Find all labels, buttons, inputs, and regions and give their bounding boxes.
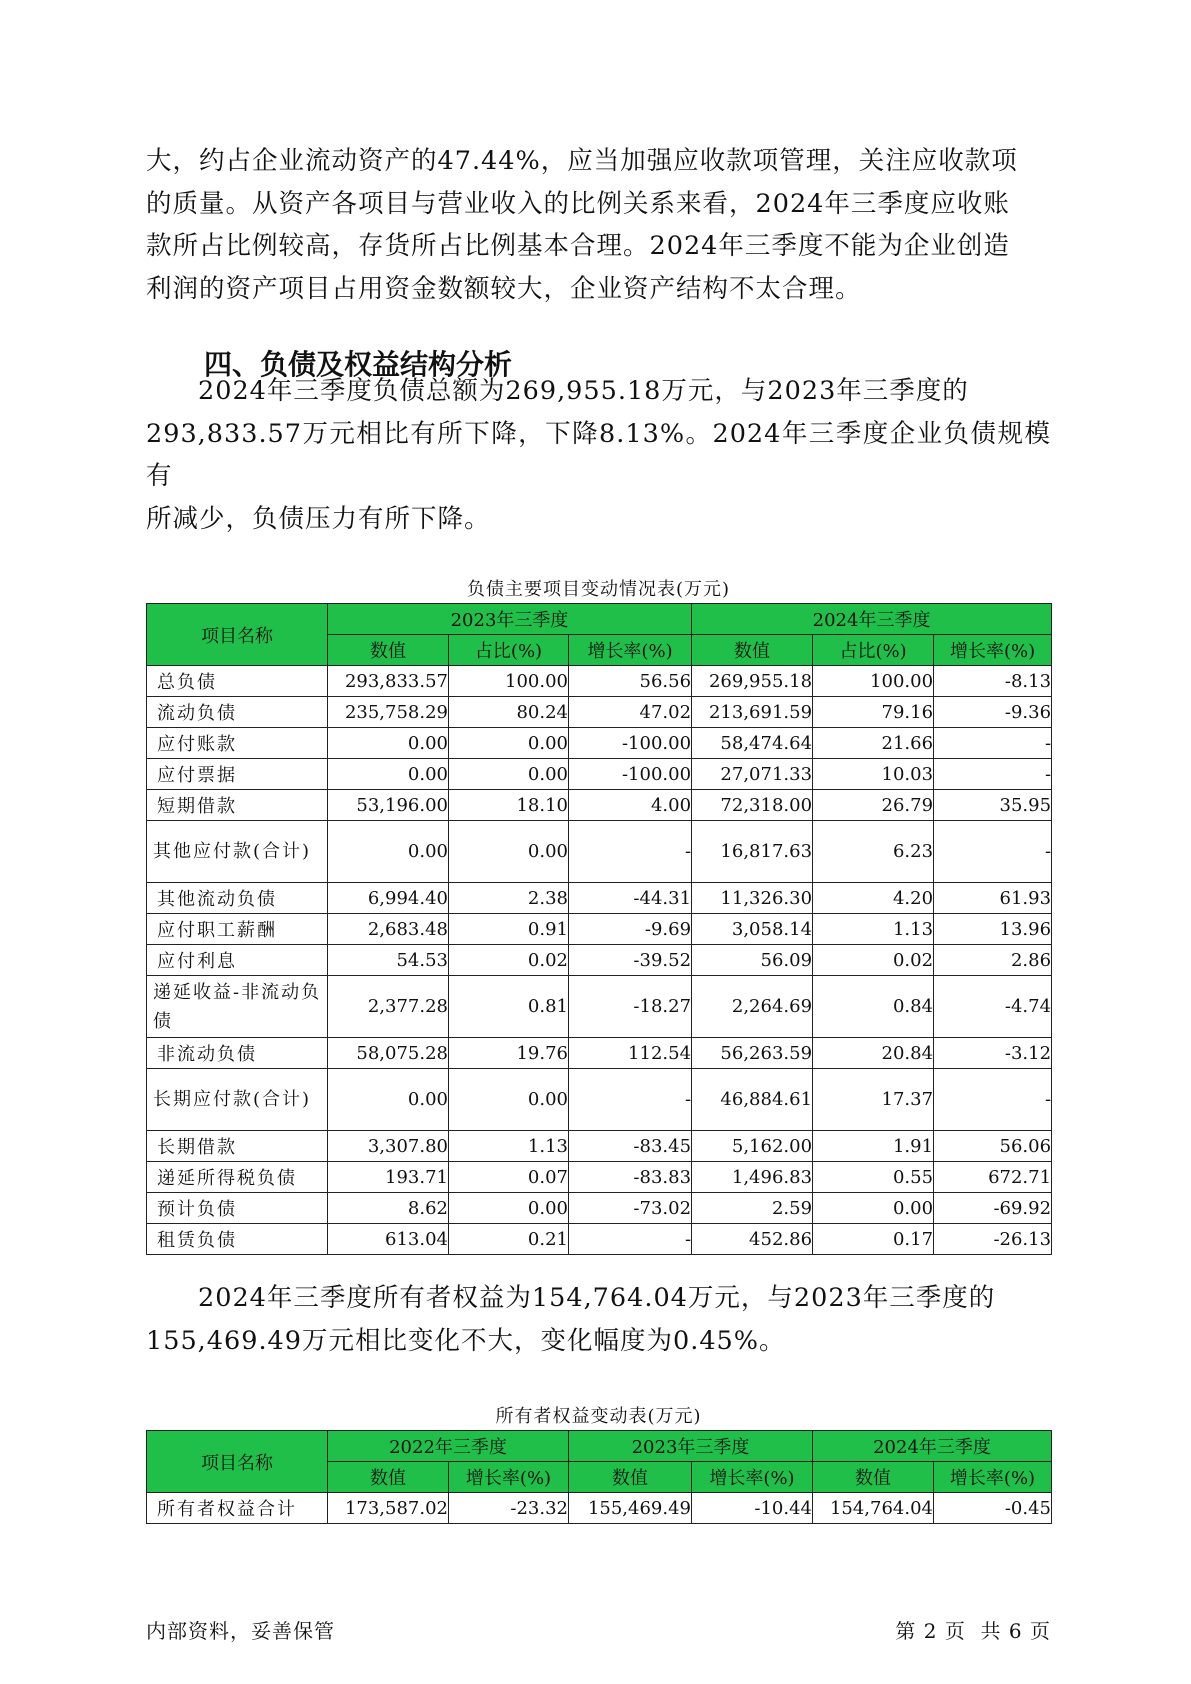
equity-paragraph xyxy=(146,1277,1051,1362)
table-cell: 46,884.61 xyxy=(692,1069,813,1131)
table-cell: 17.37 xyxy=(813,1069,934,1131)
equity-subheader: 增长率(%) xyxy=(934,1462,1052,1493)
table-cell: 8.62 xyxy=(328,1193,449,1224)
row-label: 短期借款 xyxy=(147,790,328,821)
liability-line: 所减少，负债压力有所下降。 xyxy=(146,503,491,534)
table-row xyxy=(147,790,1052,821)
table-row xyxy=(147,728,1052,759)
table-cell: 0.84 xyxy=(813,976,934,1038)
table-cell: 100.00 xyxy=(813,666,934,697)
liability-subheader: 占比(%) xyxy=(449,635,569,666)
table-cell: 58,474.64 xyxy=(692,728,813,759)
table-cell: 0.00 xyxy=(449,759,569,790)
row-label: 所有者权益合计 xyxy=(147,1493,328,1524)
table-cell: 0.00 xyxy=(328,821,449,883)
table-cell: - xyxy=(569,821,692,883)
table-cell: 0.00 xyxy=(449,728,569,759)
table-cell: 293,833.57 xyxy=(328,666,449,697)
table-cell: 0.21 xyxy=(449,1224,569,1255)
table-cell: 269,955.18 xyxy=(692,666,813,697)
table-row xyxy=(147,1131,1052,1162)
table-cell: 54.53 xyxy=(328,945,449,976)
row-label: 其他应付款(合计) xyxy=(147,821,328,883)
table-cell: -73.02 xyxy=(569,1193,692,1224)
liability-paragraph xyxy=(146,370,1051,540)
equity-subheader: 增长率(%) xyxy=(692,1462,813,1493)
table-cell: 53,196.00 xyxy=(328,790,449,821)
equity-subheader: 数值 xyxy=(813,1462,934,1493)
row-label: 租赁负债 xyxy=(147,1224,328,1255)
row-label: 流动负债 xyxy=(147,697,328,728)
table-cell: -18.27 xyxy=(569,976,692,1038)
table-cell: 0.00 xyxy=(449,1069,569,1131)
table-row xyxy=(147,945,1052,976)
row-label: 递延所得税负债 xyxy=(147,1162,328,1193)
table-cell: 19.76 xyxy=(449,1038,569,1069)
equity-subheader: 数值 xyxy=(569,1462,692,1493)
liability-line: 293,833.57万元相比有所下降，下降8.13%。2024年三季度企业负债规模有 xyxy=(146,418,1051,491)
table-cell: 56,263.59 xyxy=(692,1038,813,1069)
table-cell: - xyxy=(934,1069,1052,1131)
table-cell: -0.45 xyxy=(934,1493,1052,1524)
liability-subheader: 数值 xyxy=(692,635,813,666)
table-cell: 11,326.30 xyxy=(692,883,813,914)
table-cell: 235,758.29 xyxy=(328,697,449,728)
intro-paragraph xyxy=(146,140,1051,310)
row-label: 应付票据 xyxy=(147,759,328,790)
row-label: 非流动负债 xyxy=(147,1038,328,1069)
row-label: 应付账款 xyxy=(147,728,328,759)
table-cell: -100.00 xyxy=(569,728,692,759)
table-cell: 0.07 xyxy=(449,1162,569,1193)
table-cell: 18.10 xyxy=(449,790,569,821)
equity-line: 2024年三季度所有者权益为154,764.04万元，与2023年三季度的 xyxy=(198,1283,996,1313)
table-row xyxy=(147,1069,1052,1131)
table-cell: -3.12 xyxy=(934,1038,1052,1069)
table-cell: -69.92 xyxy=(934,1193,1052,1224)
table-cell: 1.13 xyxy=(813,914,934,945)
table-row xyxy=(147,1193,1052,1224)
row-label: 预计负债 xyxy=(147,1193,328,1224)
intro-line: 利润的资产项目占用资金数额较大，企业资产结构不太合理。 xyxy=(146,273,862,304)
table-cell: -83.45 xyxy=(569,1131,692,1162)
table-cell: 0.02 xyxy=(449,945,569,976)
table-cell: 3,058.14 xyxy=(692,914,813,945)
table-row xyxy=(147,883,1052,914)
footer-left: 内部资料，妥善保管 xyxy=(146,1619,335,1643)
liability-table xyxy=(146,603,1052,1255)
table-cell: 0.00 xyxy=(328,759,449,790)
table-cell: 56.09 xyxy=(692,945,813,976)
table-cell: -44.31 xyxy=(569,883,692,914)
liability-name-header: 项目名称 xyxy=(147,604,328,666)
table-cell: -4.74 xyxy=(934,976,1052,1038)
table-cell: 0.00 xyxy=(449,1193,569,1224)
liability-period-header: 2024年三季度 xyxy=(692,604,1052,635)
liability-subheader: 数值 xyxy=(328,635,449,666)
table-cell: 16,817.63 xyxy=(692,821,813,883)
table-cell: - xyxy=(934,728,1052,759)
table-row xyxy=(147,1224,1052,1255)
table-cell: 672.71 xyxy=(934,1162,1052,1193)
equity-table-caption: 所有者权益变动表(万元) xyxy=(495,1406,702,1427)
table-cell: -23.32 xyxy=(449,1493,569,1524)
liability-subheader: 增长率(%) xyxy=(569,635,692,666)
table-cell: 1,496.83 xyxy=(692,1162,813,1193)
table-cell: 47.02 xyxy=(569,697,692,728)
row-label: 长期借款 xyxy=(147,1131,328,1162)
table-cell: -100.00 xyxy=(569,759,692,790)
table-cell: 173,587.02 xyxy=(328,1493,449,1524)
table-cell: 100.00 xyxy=(449,666,569,697)
table-cell: 80.24 xyxy=(449,697,569,728)
liability-table-caption: 负债主要项目变动情况表(万元) xyxy=(466,579,731,600)
row-label: 应付利息 xyxy=(147,945,328,976)
table-cell: -39.52 xyxy=(569,945,692,976)
intro-line: 款所占比例较高，存货所占比例基本合理。2024年三季度不能为企业创造 xyxy=(146,231,1010,261)
table-cell: 2,264.69 xyxy=(692,976,813,1038)
table-cell: 35.95 xyxy=(934,790,1052,821)
table-cell: 2.38 xyxy=(449,883,569,914)
section-heading: 四、负债及权益结构分析 xyxy=(204,348,513,381)
table-cell: 112.54 xyxy=(569,1038,692,1069)
table-cell: 27,071.33 xyxy=(692,759,813,790)
table-cell: 2,683.48 xyxy=(328,914,449,945)
table-cell: -10.44 xyxy=(692,1493,813,1524)
table-cell: 0.17 xyxy=(813,1224,934,1255)
table-cell: 3,307.80 xyxy=(328,1131,449,1162)
table-cell: - xyxy=(934,759,1052,790)
table-cell: 10.03 xyxy=(813,759,934,790)
table-cell: 79.16 xyxy=(813,697,934,728)
table-cell: 58,075.28 xyxy=(328,1038,449,1069)
table-cell: 21.66 xyxy=(813,728,934,759)
table-cell: 613.04 xyxy=(328,1224,449,1255)
liability-subheader: 占比(%) xyxy=(813,635,934,666)
table-row xyxy=(147,1038,1052,1069)
table-cell: -9.69 xyxy=(569,914,692,945)
table-cell: 6,994.40 xyxy=(328,883,449,914)
intro-line: 的质量。从资产各项目与营业收入的比例关系来看，2024年三季度应收账 xyxy=(146,188,1010,219)
table-cell: 154,764.04 xyxy=(813,1493,934,1524)
table-cell: 452.86 xyxy=(692,1224,813,1255)
liability-line: 2024年三季度负债总额为269,955.18万元，与2023年三季度的 xyxy=(198,376,969,406)
table-row xyxy=(147,914,1052,945)
liability-subheader: 增长率(%) xyxy=(934,635,1052,666)
table-cell: -83.83 xyxy=(569,1162,692,1193)
equity-subheader: 数值 xyxy=(328,1462,449,1493)
table-cell: 4.20 xyxy=(813,883,934,914)
equity-period-header: 2023年三季度 xyxy=(569,1431,813,1462)
table-cell: 0.81 xyxy=(449,976,569,1038)
equity-period-header: 2024年三季度 xyxy=(813,1431,1052,1462)
table-row xyxy=(147,1493,1052,1524)
table-cell: 56.06 xyxy=(934,1131,1052,1162)
table-cell: 61.93 xyxy=(934,883,1052,914)
table-cell: 0.55 xyxy=(813,1162,934,1193)
equity-line: 155,469.49万元相比变化不大，变化幅度为0.45%。 xyxy=(146,1325,786,1356)
equity-table xyxy=(146,1430,1052,1524)
table-cell: 6.23 xyxy=(813,821,934,883)
table-cell: 5,162.00 xyxy=(692,1131,813,1162)
row-label: 长期应付款(合计) xyxy=(147,1069,328,1131)
table-cell: 1.91 xyxy=(813,1131,934,1162)
table-row xyxy=(147,976,1052,1038)
table-row xyxy=(147,666,1052,697)
row-label: 其他流动负债 xyxy=(147,883,328,914)
table-cell: 20.84 xyxy=(813,1038,934,1069)
table-cell: 0.91 xyxy=(449,914,569,945)
footer-page-number: 第 2 页 共 6 页 xyxy=(895,1619,1051,1643)
row-label: 应付职工薪酬 xyxy=(147,914,328,945)
table-cell: 0.00 xyxy=(449,821,569,883)
table-row xyxy=(147,821,1052,883)
table-cell: 0.00 xyxy=(813,1193,934,1224)
table-cell: 2.86 xyxy=(934,945,1052,976)
table-cell: -8.13 xyxy=(934,666,1052,697)
table-cell: 2.59 xyxy=(692,1193,813,1224)
table-cell: 0.00 xyxy=(328,728,449,759)
table-cell: - xyxy=(569,1224,692,1255)
table-cell: 4.00 xyxy=(569,790,692,821)
liability-period-header: 2023年三季度 xyxy=(328,604,692,635)
table-cell: -9.36 xyxy=(934,697,1052,728)
equity-name-header: 项目名称 xyxy=(147,1431,328,1493)
table-cell: - xyxy=(934,821,1052,883)
equity-period-header: 2022年三季度 xyxy=(328,1431,569,1462)
table-cell: 155,469.49 xyxy=(569,1493,692,1524)
table-cell: 56.56 xyxy=(569,666,692,697)
table-row xyxy=(147,759,1052,790)
row-label: 总负债 xyxy=(147,666,328,697)
table-row xyxy=(147,697,1052,728)
table-cell: - xyxy=(569,1069,692,1131)
row-label: 递延收益-非流动负债 xyxy=(147,976,328,1038)
table-cell: 13.96 xyxy=(934,914,1052,945)
table-cell: 1.13 xyxy=(449,1131,569,1162)
equity-subheader: 增长率(%) xyxy=(449,1462,569,1493)
table-cell: -26.13 xyxy=(934,1224,1052,1255)
table-cell: 2,377.28 xyxy=(328,976,449,1038)
table-cell: 26.79 xyxy=(813,790,934,821)
table-cell: 213,691.59 xyxy=(692,697,813,728)
table-cell: 72,318.00 xyxy=(692,790,813,821)
table-row xyxy=(147,1162,1052,1193)
table-cell: 0.02 xyxy=(813,945,934,976)
table-cell: 193.71 xyxy=(328,1162,449,1193)
intro-line: 大，约占企业流动资产的47.44%，应当加强应收款项管理，关注应收款项 xyxy=(146,146,1018,176)
table-cell: 0.00 xyxy=(328,1069,449,1131)
